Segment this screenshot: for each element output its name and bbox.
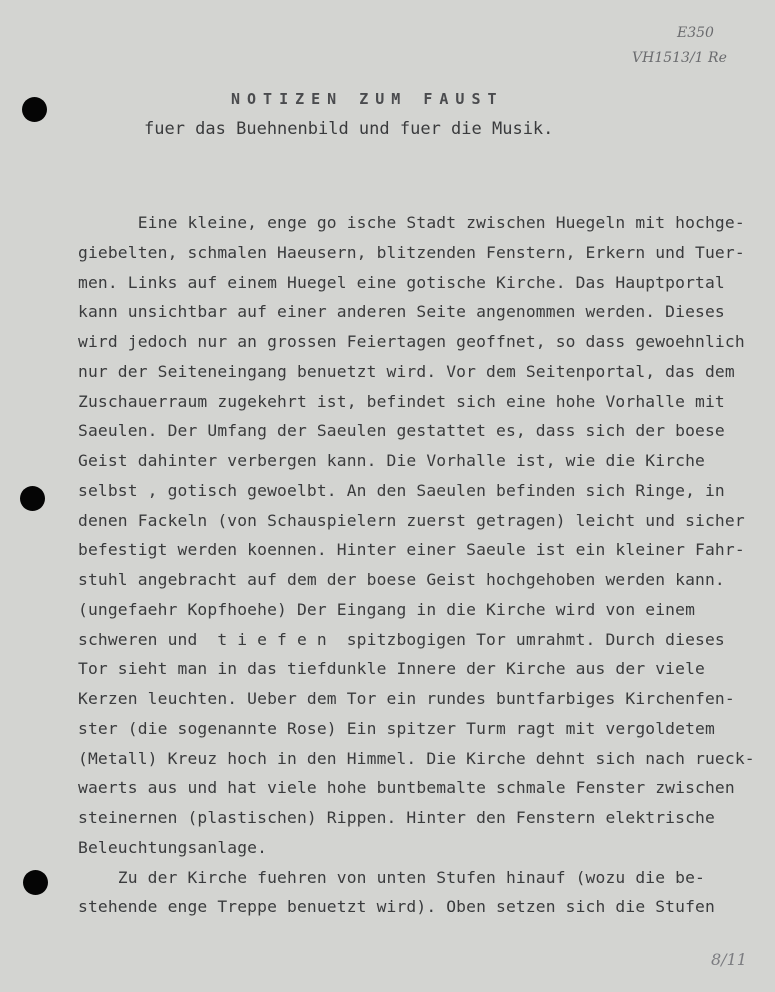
text-line: steinernen (plastischen) Rippen. Hinter den Fenstern elektrische: [78, 808, 715, 827]
text-line: (ungefaehr Kopfhoehe) Der Eingang in die Kirche wird von einem: [78, 599, 696, 619]
text-line: Zu der Kirche fuehren von unten Stufen hinauf (wozu die be-: [78, 867, 705, 887]
text-line: denen Fackeln (von Schauspielern zuerst getragen) leicht und sicher: [78, 510, 745, 530]
punch-hole: [20, 486, 45, 511]
text-line: selbst , gotisch gewoelbt. An den Saeulen befinden sich Ringe, in: [78, 480, 725, 500]
text-line: stuhl angebracht auf dem der boese Geist hochgehoben werden kann.: [78, 570, 725, 589]
text-line: men. Links auf einem Huegel eine gotische Kirche. Das Hauptportal: [78, 272, 725, 292]
body-text: [78, 208, 768, 922]
text-line: nur der Seiteneingang benuetzt wird. Vor dem Seitenportal, das dem: [78, 361, 735, 381]
text-line: befestigt werden koennen. Hinter einer Saeule ist ein kleiner Fahr-: [78, 540, 745, 560]
text-line: wird jedoch nur an grossen Feiertagen geoffnet, so dass gewoehnlich: [78, 332, 745, 351]
archive-signature-line-1: E350: [677, 25, 714, 41]
archive-signature-line-2: VH1513/1 Re: [632, 50, 727, 66]
text-line: Saeulen. Der Umfang der Saeulen gestattet es, dass sich der boese: [78, 421, 725, 441]
text-line: Eine kleine, enge go ische Stadt zwischen Huegeln mit hochge-: [78, 213, 745, 232]
page-number: 8/11: [711, 950, 747, 969]
text-line: Zuschauerraum zugekehrt ist, befindet sich eine hohe Vorhalle mit: [78, 391, 725, 411]
text-line: giebelten, schmalen Haeusern, blitzenden Fenstern, Erkern und Tuer-: [78, 242, 745, 262]
text-line: kann unsichtbar auf einer anderen Seite angenommen werden. Dieses: [78, 302, 725, 322]
document-title: NOTIZEN ZUM FAUST: [231, 90, 504, 108]
text-line: Geist dahinter verbergen kann. Die Vorhalle ist, wie die Kirche: [78, 451, 705, 470]
text-line: waerts aus und hat viele hohe buntbemalte schmale Fenster zwischen: [78, 778, 735, 798]
document-subtitle: fuer das Buehnenbild und fuer die Musik.: [144, 119, 554, 139]
punch-hole: [23, 870, 48, 895]
text-line: Kerzen leuchten. Ueber dem Tor ein rundes buntfarbiges Kirchenfen-: [78, 689, 735, 708]
text-line: Beleuchtungsanlage.: [78, 837, 268, 857]
text-line: (Metall) Kreuz hoch in den Himmel. Die Kirche dehnt sich nach rueck-: [78, 748, 755, 768]
text-line: Tor sieht man in das tiefdunkle Innere der Kirche aus der viele: [78, 659, 705, 679]
text-line: ster (die sogenannte Rose) Ein spitzer Turm ragt mit vergoldetem: [78, 718, 715, 738]
text-line: schweren und t i e f e n spitzbogigen Tor umrahmt. Durch dieses: [78, 629, 725, 649]
text-line: stehende enge Treppe benuetzt wird). Oben setzen sich die Stufen: [78, 897, 715, 917]
punch-hole: [22, 97, 47, 122]
